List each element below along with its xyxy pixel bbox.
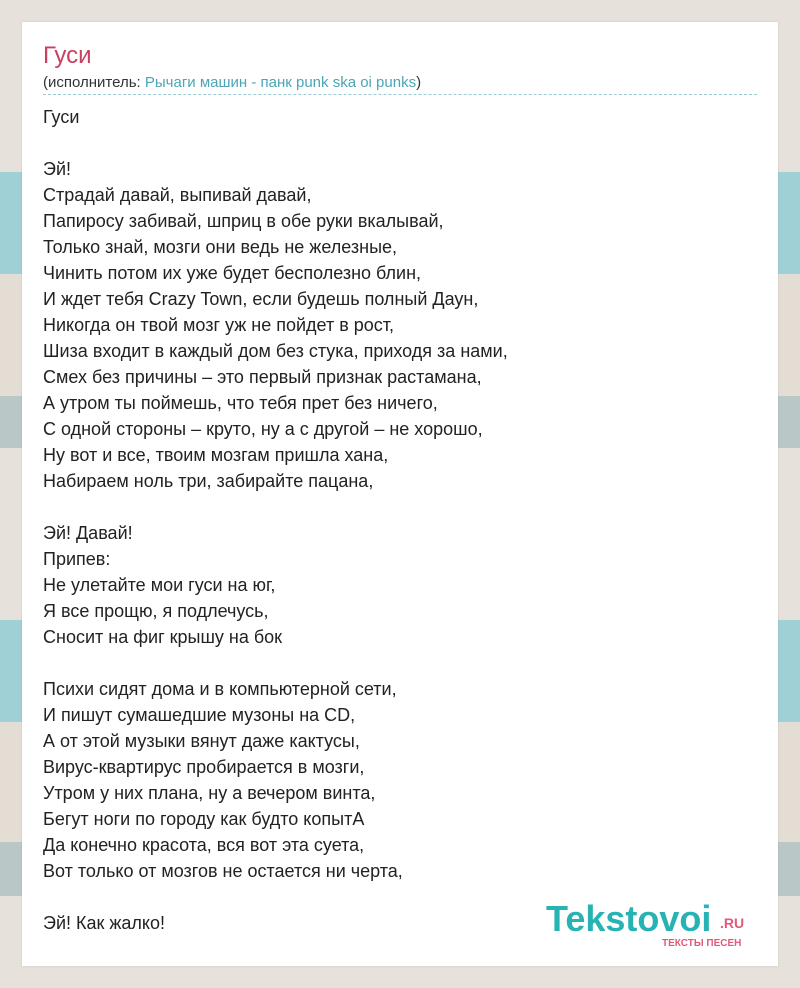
lyrics-text <box>43 104 763 936</box>
lyric-line: Только знай, мозги они ведь не железные, <box>43 237 398 257</box>
lyric-line: Смех без причины – это первый признак растамана, <box>43 367 482 387</box>
logo-tld: .RU <box>720 915 745 931</box>
lyric-line: Эй! Как жалко! <box>43 913 166 933</box>
lyric-line: С одной стороны – круто, ну а с другой – не хорошо, <box>43 419 483 439</box>
logo-tagline: ТЕКСТЫ ПЕСЕН <box>662 938 742 949</box>
lyric-line: Эй! Давай! <box>43 523 133 543</box>
lyric-line: Набираем ноль три, забирайте пацана, <box>43 471 374 491</box>
lyric-line: А утром ты поймешь, что тебя прет без ничего, <box>43 393 438 413</box>
lyric-line: Да конечно красота, вся вот эта суета, <box>43 835 365 855</box>
lyric-line: И пишут сумашедшие музоны на CD, <box>43 705 356 725</box>
logo-wordmark: Tekstovoi <box>546 898 712 939</box>
lyric-line: Утром у них плана, ну а вечером винта, <box>43 783 376 803</box>
lyric-line: Бегут ноги по городу как будто копытА <box>43 809 365 829</box>
artist-prefix: (исполнитель: <box>43 74 145 91</box>
lyric-line: Никогда он твой мозг уж не пойдет в рост, <box>43 315 395 335</box>
artist-suffix: ) <box>416 74 422 91</box>
lyric-line: Чинить потом их уже будет бесполезно блин, <box>43 263 422 283</box>
lyric-line <box>43 650 763 676</box>
lyric-line: Вот только от мозгов не остается ни черта, <box>43 861 403 881</box>
lyric-line <box>43 494 763 520</box>
lyric-line: И ждет тебя Crazy Town, если будешь полный Даун, <box>43 289 479 309</box>
lyric-line: Сносит на фиг крышу на бок <box>43 627 283 647</box>
lyric-line: Не улетайте мои гуси на юг, <box>43 575 276 595</box>
lyric-line: Я все прощю, я подлечусь, <box>43 601 269 621</box>
lyrics-card <box>22 22 778 966</box>
lyric-line: Шиза входит в каждый дом без стука, приходя за нами, <box>43 341 508 361</box>
lyric-line: А от этой музыки вянут даже кактусы, <box>43 731 360 751</box>
song-title: Гуси <box>43 42 92 69</box>
lyric-line: Припев: <box>43 549 111 569</box>
lyric-line: Ну вот и все, твоим мозгам пришла хана, <box>43 445 389 465</box>
site-logo[interactable] <box>546 899 776 947</box>
artist-link[interactable]: Рычаги машин - панк punk ska oi punks <box>144 74 417 91</box>
artist-line <box>43 74 421 92</box>
lyric-line: Страдай давай, выпивай давай, <box>43 185 312 205</box>
lyric-line <box>43 130 763 156</box>
lyric-line: Гуси <box>43 107 80 127</box>
lyric-line: Вирус-квартирус пробирается в мозги, <box>43 757 365 777</box>
lyric-line: Папиросу забивай, шприц в обе руки вкалывай, <box>43 211 444 231</box>
lyric-line: Эй! <box>43 159 71 179</box>
title-divider <box>43 94 757 95</box>
lyric-line: Психи сидят дома и в компьютерной сети, <box>43 679 397 699</box>
